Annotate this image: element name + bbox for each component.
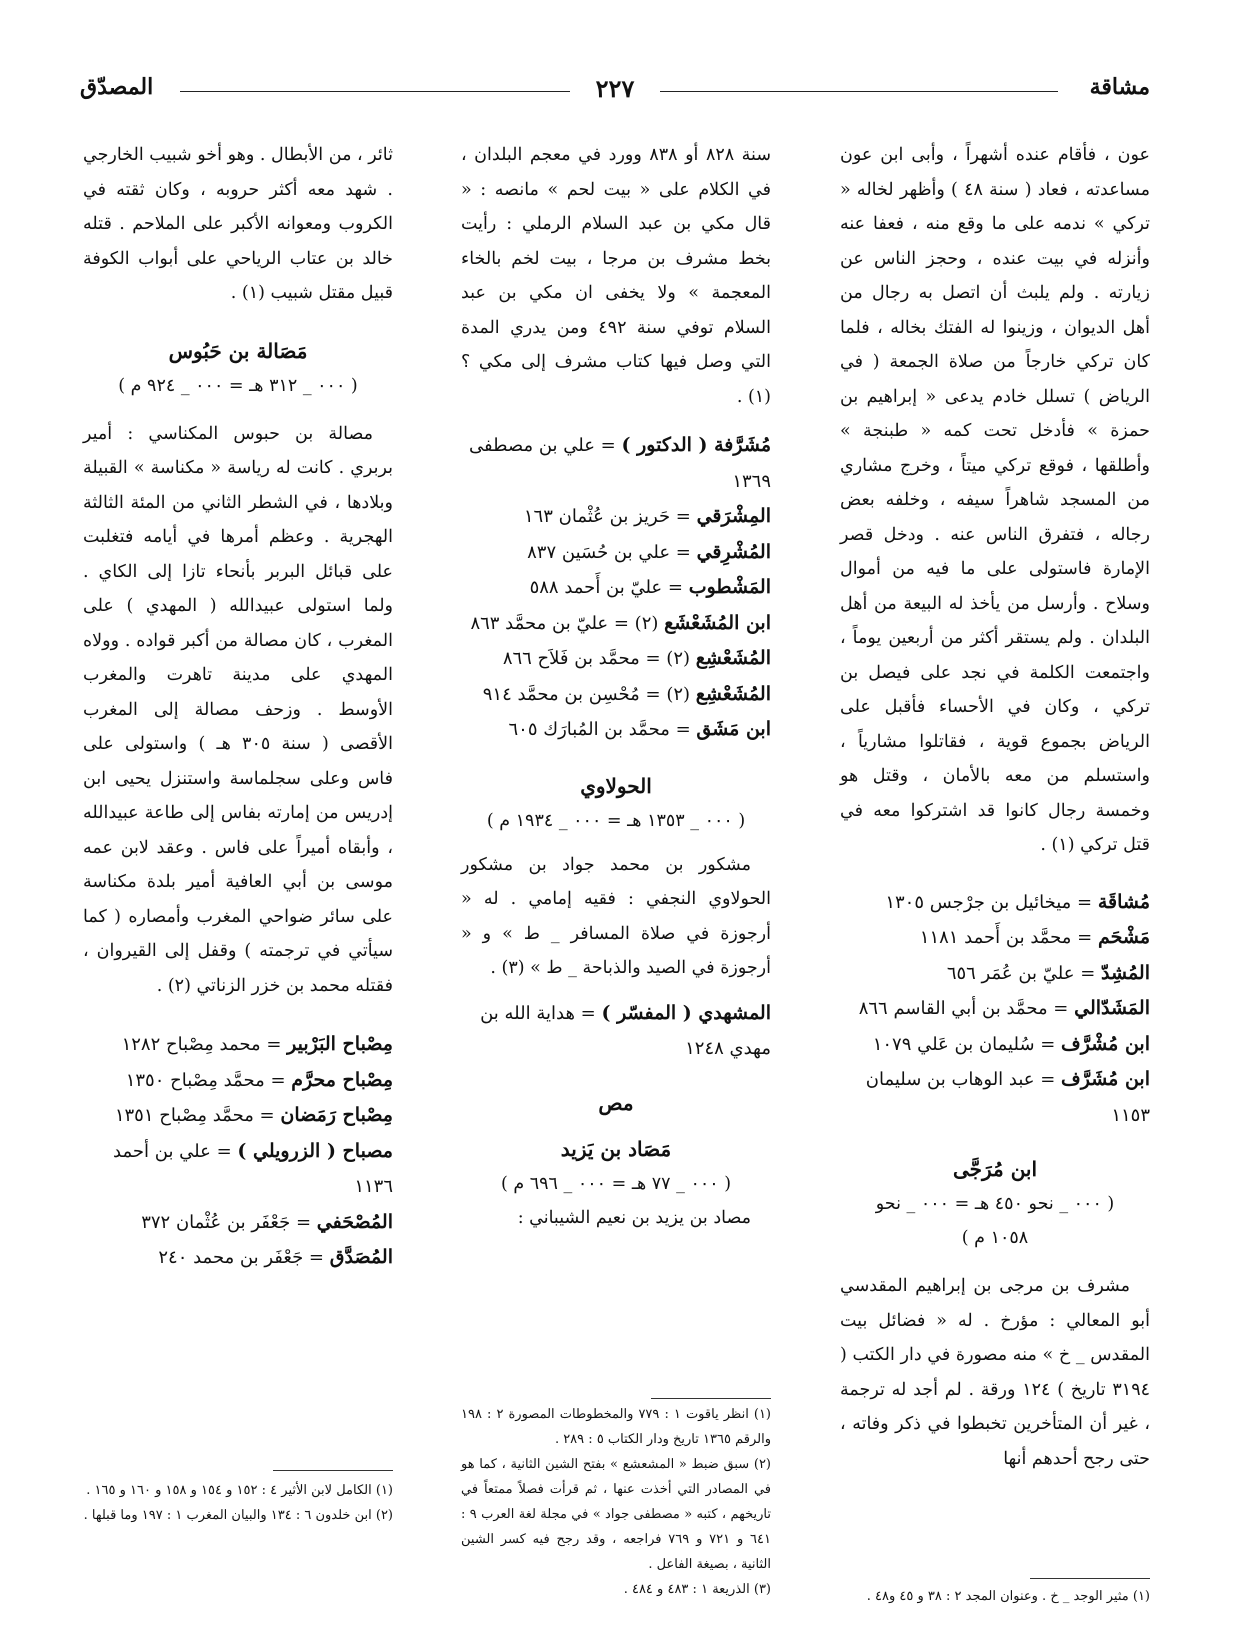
body-paragraph: ثائر ، من الأبطال . وهو أخو شبيب الخارجي . شهد معه أكثر حروبه ، وكان ثقته في الكروب ومعوانه الأكبر على الملاحم . قتله خالد بن عتاب الرياحي على أبواب الكوفة قبيل مقتل شبيب (١) . [83,145,393,303]
header-rule-right [660,91,1058,92]
column-right [840,138,1150,1476]
footnotes-right [840,1584,1150,1609]
cross-reference: مُشاقَة = ميخائيل بن جرْجس ١٣٠٥ [885,890,1150,913]
body-paragraph: مصاد بن يزيد بن نعيم الشيباني : [517,1207,751,1228]
entry-title: مَصَالة بن حَبُوس [168,338,308,363]
body-paragraph: عون ، فأقام عنده أشهراً ، وأبى ابن عون مساعدته ، فعاد ( سنة ٤٨ ) وأظهر لخاله « تركي » ندمه على ما وقع منه ، فعفا عنه وأنزله في بيت عنده ، وحجز الناس عن زيارته . ولم يلبث أن اتصل به رجال من أهل الديوان ، وزينوا له الفتك بخاله ، فلما كان تركي خارجاً من صلاة الجمعة ( في الرياض ) تسلل خادم يدعى « إبراهيم بن حمزة » فأدخل تحت كمه « طبنجة » وأطلقها ، فوقع تركي ميتاً ، وخرج مشاري من المسجد شاهراً سيفه ، وخلفه بعض رجاله ، فتفرق الناس عنه . ودخل قصر الإمارة فاستولى على ما فيه من أموال وسلاح . وأرسل من يأخذ له البيعة من أهل البلدان . ولم يستقر أكثر من أربعين يوماً ، واجتمعت الكلمة في نجد على فيصل بن تركي ، وكان في الأحساء فأقبل على الرياض بجموع قوية ، فقاتلوا مشارياً ، واستسلم من معه بالأمان ، وقتل هو وخمسة رجال كانوا قد اشتركوا معه في قتل تركي (١) . [840,145,1150,855]
cross-reference: المُصْحَفي = جَعْفَر بن عُثْمان ٣٧٢ [141,1210,393,1233]
cross-reference: ابن مُشَرَّف = عبد الوهاب بن سليمان ١١٥٣ [865,1068,1150,1126]
cross-reference: مصباح ( الزرويلي ) = علي بن أحمد ١١٣٦ [113,1139,393,1197]
cross-reference: المُشِدّ = عليّ بن عُمَر ٦٥٦ [946,961,1150,984]
cross-reference-list [461,428,771,748]
column-middle [461,138,771,1235]
cross-reference: مَشْحَم = محمَّد بن أَحمد ١١٨١ [919,926,1150,948]
entry-title: مَصَاد بن يَزيد [560,1136,672,1161]
entry-dates: ( ٠٠٠ _ ٧٧ هـ = ٠٠٠ _ ٦٩٦ م ) [500,1173,732,1194]
body-paragraph: مشكور بن محمد جواد بن مشكور الحولاوي النجفي : فقيه إمامي . له « أرجوزة في صلاة المسافر _ ط » و « أرجوزة في الصيد والذباحة _ ط » (٣) . [461,854,771,978]
footnotes-middle [461,1402,771,1602]
footnote: (٣) الذريعة ١ : ٤٨٣ و ٤٨٤ . [623,1582,771,1597]
header-right-keyword: مشاقة [1089,74,1150,100]
footnote: (١) مثير الوجد _ خ . وعنوان المجد ٢ : ٣٨ و ٤٥ و٤٨ . [866,1589,1150,1604]
cross-reference: المُصَدَّق = جَعْفَر بن محمد ٢٤٠ [158,1246,393,1268]
cross-reference: المُشَعْشِع (٢) = مُحْسِن بن محمَّد ٩١٤ [482,682,771,705]
footnote-rule [651,1398,771,1399]
cross-reference: المَشْطوب = عليّ بن أَحمد ٥٨٨ [529,576,771,598]
cross-reference: مُشَرَّفة ( الدكتور ) = علي بن مصطفى ١٣٦٩ [468,434,771,492]
entry-dates: ١٠٥٨ م ) [961,1228,1029,1248]
body-paragraph: مصالة بن حبوس المكناسي : أمير بربري . كانت له رياسة « مكناسة » القبيلة وبلادها ، في الشطر الثاني من المئة الثالثة الهجرية . وعظم أمرها في أيامه فتغلبت على قبائل البربر بأنحاء تازا إلى الكاي . ولما استولى عبيدالله ( المهدي ) على المغرب ، كان مصالة من أكبر قواده . وولاه المهدي على مدينة تاهرت والمغرب الأوسط . وزحف مصالة إلى المغرب الأقصى ( سنة ٣٠٥ هـ ) واستولى على فاس وعلى سجلماسة واستنزل يحيى ابن إدريس من إمارته بفاس إلى طاعة عبيدالله ، وأبقاه أميراً على فاس . وعقد لابن عمه موسى بن أبي العافية أمير بلدة مكناسة على سائر ضواحي المغرب وأمصاره ( كما سيأتي في ترجمته ) وقفل إلى القيروان ، فقتله محمد بن خزر الزناتي (٢) . [83,423,393,996]
cross-reference: ابن مَشَق = محمَّد بن المُبارَك ٦٠٥ [508,718,771,740]
cross-reference: المُشْرِقي = علي بن حُسَين ٨٣٧ [527,540,771,563]
footnote: (١) الكامل لابن الأثير ٤ : ١٥٢ و ١٥٤ و ١٥٨ و ١٦٠ و ١٦٥ . [86,1483,393,1498]
cross-reference: المِشْرَقي = حَريز بن عُثْمان ١٦٣ [523,505,771,527]
header-rule-left [180,91,570,92]
cross-reference: ابن مُشْرَّف = سُليمان بن عَلي ١٠٧٩ [872,1032,1150,1055]
entry-dates: ( ٠٠٠ _ ٣١٢ هـ = ٠٠٠ _ ٩٢٤ م ) [118,375,358,396]
page-header [80,74,1150,108]
footnote-rule [273,1470,393,1471]
cross-reference: ابن المُشَعْشَع (٢) = عليّ بن محمَّد ٨٦٣ [470,611,771,634]
entry-title: ابن مُرَجَّى [952,1157,1038,1181]
footnote: (١) انظر ياقوت ١ : ٧٧٩ والمخطوطات المصورة ٢ : ١٩٨ والرقم ١٣٦٥ تاريخ ودار الكتاب ٥ : ٢٨٩ . [461,1407,771,1447]
section-heading: مص [598,1090,634,1115]
body-paragraph: مشرف بن مرجى بن إبراهيم المقدسي أبو المعالي : مؤرخ . له « فضائل بيت المقدس _ خ » منه مصورة في دار الكتب ( ٣١٩٤ تاريخ ) ١٢٤ ورقة . لم أجد له ترجمة ، غير أن المتأخرين تخبطوا في ذكر وفاته ، حتى رجح أحدهم أنها [840,1276,1150,1469]
cross-reference-list [83,1027,393,1276]
column-left [83,138,393,1276]
entry-dates: ( ٠٠٠ _ ١٣٥٣ هـ = ٠٠٠ _ ١٩٣٤ م ) [486,810,746,831]
cross-reference: مِصْباح البَرْبير = محمد مِصْباح ١٢٨٢ [121,1033,393,1055]
entry-dates: ( ٠٠٠ _ نحو ٤٥٠ هـ = ٠٠٠ _ نحو [875,1194,1115,1214]
footnote: (٢) سبق ضبط « المشعشع » بفتح الشين الثانية ، كما هو في المصادر التي أخذت عنها ، ثم قرأت فصلاً ممتعاً في تاريخهم ، كتبه « مصطفى جواد » في مجلة لغة العرب ٩ : ٦٤١ و ٧٢١ و ٧٦٩ فراجعه ، وقد رجح فيه كسر الشين الثانية ، بصيغة الفاعل . [461,1457,771,1572]
entry-title: الحولاوي [580,773,652,798]
page-number: ٢٢٧ [595,74,635,103]
cross-reference: المُشَعْشِع (٢) = محمَّد بن فَلاَح ٨٦٦ [502,647,771,669]
cross-reference: مِصْباح محرَّم = محمَّد مِصْباح ١٣٥٠ [125,1068,393,1091]
header-left-keyword: المصدّق [80,74,154,100]
footnote: (٢) ابن خلدون ٦ : ١٣٤ والبيان المغرب ١ : ١٩٧ وما قبلها . [83,1508,393,1523]
cross-reference-list [840,885,1150,1134]
cross-reference: المشهدي ( المفسّر ) = هداية الله بن مهدي ١٢٤٨ [480,1001,771,1059]
cross-reference: المَشَدّالي = محمَّد بن أبي القاسم ٨٦٦ [858,997,1150,1019]
body-paragraph: سنة ٨٢٨ أو ٨٣٨ وورد في معجم البلدان ، في الكلام على « بيت لحم » مانصه : « قال مكي بن عبد السلام الرملي : رأيت بخط مشرف بن مرجا ، بيت لخم بالخاء المعجمة » ولا يخفى ان مكي بن عبد السلام توفي سنة ٤٩٢ ومن يدري المدة التي وصل فيها كتاب مشرف إلى مكي ؟ (١) . [461,145,771,407]
footnote-rule [1030,1578,1150,1579]
cross-reference: مِصْباح رَمَضان = محمَّد مِصْباح ١٣٥١ [114,1104,393,1126]
footnotes-left [83,1478,393,1528]
